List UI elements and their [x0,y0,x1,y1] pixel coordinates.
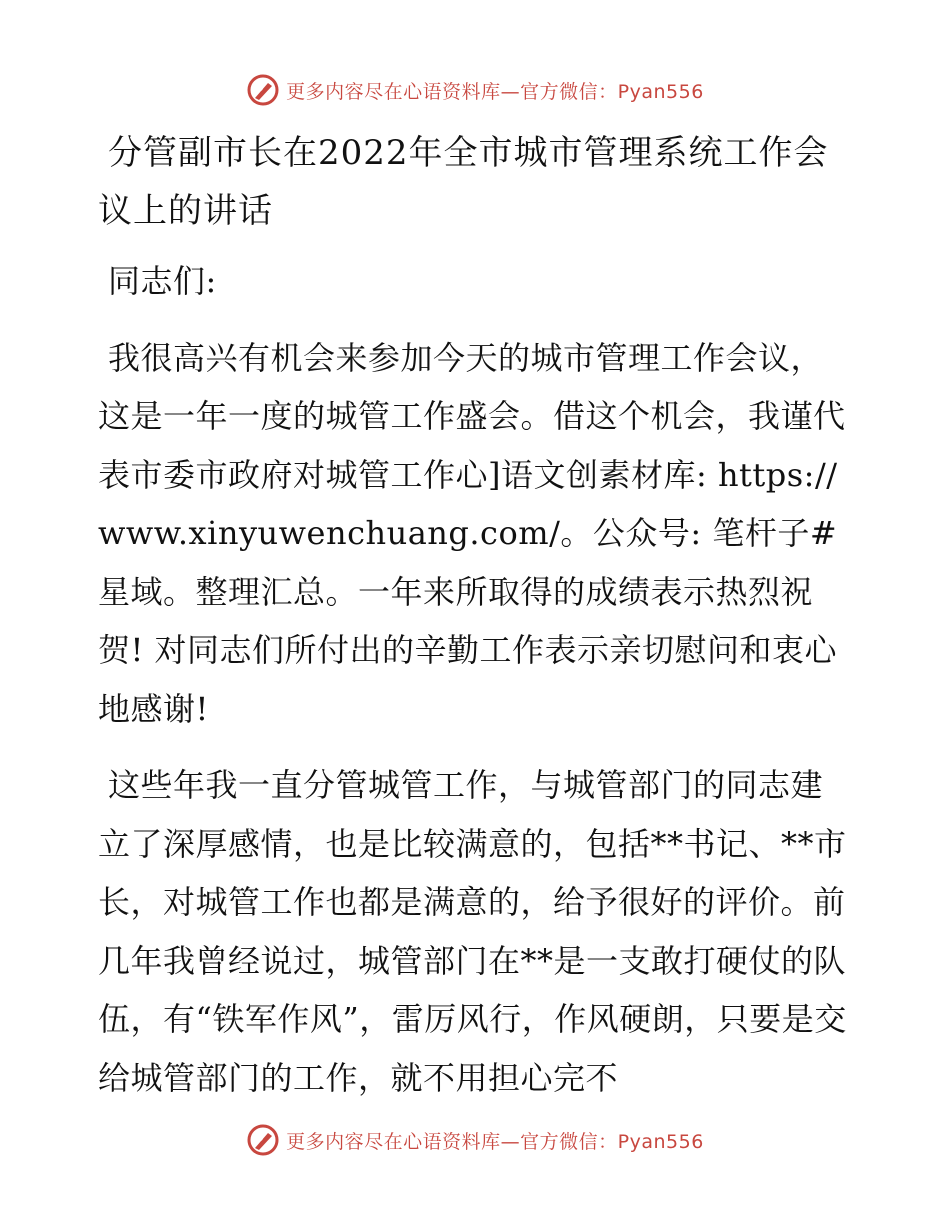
header-banner-text: 更多内容尽在心语资料库—官方微信：Pyan556 [286,80,704,103]
footer-banner [0,1120,950,1160]
footer-banner-text: 更多内容尽在心语资料库—官方微信：Pyan556 [286,1130,704,1153]
paragraph: 我很高兴有机会来参加今天的城市管理工作会议，这是一年一度的城管工作盛会。借这个机会，我谨代表市委市政府对城管工作心]语文创素材库: https://www.xinyuwenchuang.com/。公众号: 笔杆子#星域。整理汇总。一年来所取得的成绩表示热烈祝贺! 对同志们所付出的辛勤工作表示亲切慰问和衷心地感谢! [98,338,846,728]
logo-icon [246,1123,280,1157]
document-title: 分管副市长在2022年全市城市管理系统工作会议上的讲话 [98,133,829,231]
document-body [98,124,853,1107]
logo-icon [246,73,280,107]
paragraph: 这些年我一直分管城管工作，与城管部门的同志建立了深厚感情，也是比较满意的，包括**书记、**市长，对城管工作也都是满意的，给予很好的评价。前几年我曾经说过，城管部门在**是一支敢打硬仗的队伍，有“铁军作风”，雷厉风行，作风硬朗，只要是交给城管部门的工作，就不用担心完不 [98,766,847,1097]
header-banner [0,70,950,110]
greeting: 同志们: [108,262,217,300]
